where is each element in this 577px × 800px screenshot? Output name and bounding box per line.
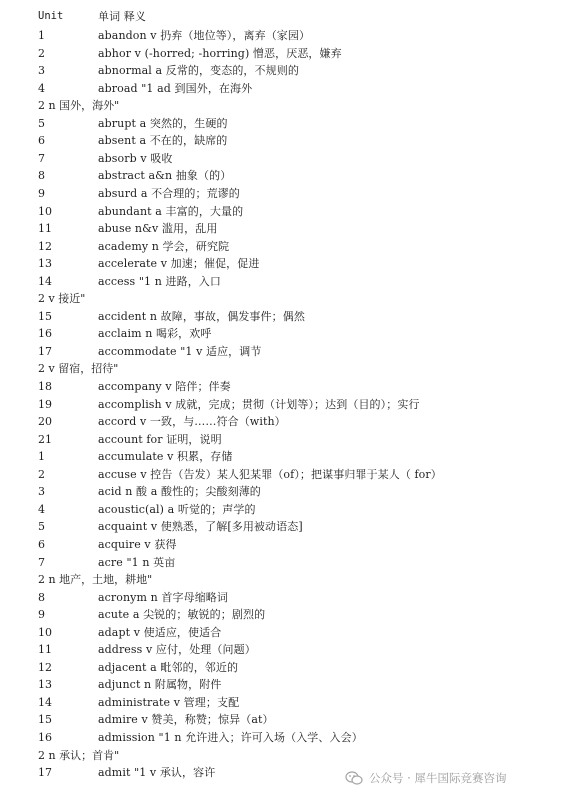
list-item: [38, 413, 568, 431]
list-item: [38, 501, 568, 519]
list-item: [38, 45, 568, 63]
list-item-continuation: [38, 97, 568, 115]
unit-number: 10: [38, 625, 52, 639]
list-item-continuation: [38, 360, 568, 378]
list-item-continuation: [38, 747, 568, 765]
word-entry: access "1 n 进路，入口: [98, 274, 222, 288]
unit-number: 17: [38, 766, 52, 780]
list-item: [38, 676, 568, 694]
list-item: [38, 132, 568, 150]
list-item: [38, 273, 568, 291]
list-item: [38, 343, 568, 361]
list-item: [38, 150, 568, 168]
word-entry: abhor v (-horred; -horring) 憎恶，厌恶，嫌弃: [98, 46, 342, 60]
list-item: [38, 431, 568, 449]
list-item: [38, 711, 568, 729]
unit-number: 19: [38, 397, 52, 411]
word-entry: abrupt a 突然的，生硬的: [98, 116, 228, 130]
unit-column-header: Unit: [38, 10, 64, 22]
unit-number: 5: [38, 116, 45, 130]
list-item: [38, 325, 568, 343]
wechat-icon: [345, 771, 363, 785]
list-item: [38, 624, 568, 642]
unit-number: 3: [38, 64, 45, 78]
list-item: [38, 659, 568, 677]
unit-number: 13: [38, 257, 52, 271]
word-entry: absorb v 吸收: [98, 151, 173, 165]
list-item: [38, 466, 568, 484]
continuation-text: 2 v 接近": [38, 292, 86, 306]
unit-number: 16: [38, 731, 52, 744]
unit-number: 9: [38, 608, 45, 622]
unit-number: 15: [38, 713, 52, 727]
unit-number: 7: [38, 555, 45, 569]
word-entry: absent a 不在的，缺席的: [98, 134, 228, 148]
list-item: [38, 536, 568, 554]
word-entry: absurd a 不合理的；荒谬的: [98, 186, 240, 200]
word-entry: acre "1 n 英亩: [98, 555, 176, 569]
list-item: [38, 308, 568, 326]
unit-number: 12: [38, 239, 52, 253]
unit-number: 2: [38, 467, 45, 481]
word-meaning-column-header: 单词 释义: [98, 10, 146, 23]
unit-number: 17: [38, 344, 52, 358]
word-entry: abroad "1 ad 到国外，在海外: [98, 81, 253, 95]
list-item: [38, 378, 568, 396]
word-entry: abundant a 丰富的，大量的: [98, 204, 244, 218]
unit-number: 11: [38, 222, 52, 236]
word-entry: abnormal a 反常的，变态的，不规则的: [98, 64, 299, 78]
unit-number: 4: [38, 502, 45, 516]
word-entry: abandon v 扔弃（地位等），离弃（家园）: [98, 29, 311, 42]
list-item: [38, 62, 568, 80]
word-entry: account for 证明，说明: [98, 432, 222, 446]
word-entry: academy n 学会，研究院: [98, 239, 230, 253]
unit-number: 14: [38, 274, 52, 288]
word-entry: accident n 故障，事故，偶发事件；偶然: [98, 309, 305, 323]
word-entry: adjacent a 毗邻的，邻近的: [98, 660, 239, 674]
word-entry: accomplish v 成就，完成；贯彻（计划等）；达到（目的）；实行: [98, 397, 420, 411]
watermark-text: 公众号 · 犀牛国际竞赛咨询: [369, 771, 507, 785]
list-item: [38, 554, 568, 572]
watermark: [345, 768, 506, 788]
word-entry: admit "1 v 承认，容许: [98, 766, 216, 780]
list-item: [38, 167, 568, 185]
list-item: [38, 185, 568, 203]
unit-number: 6: [38, 537, 45, 551]
word-entry: administrate v 管理；支配: [98, 695, 240, 709]
unit-number: 18: [38, 380, 52, 393]
list-item: [38, 641, 568, 659]
list-item: [38, 80, 568, 98]
word-entry: adjunct n 附属物，附件: [98, 678, 222, 692]
unit-number: 13: [38, 678, 52, 692]
unit-number: 11: [38, 643, 52, 657]
word-entry: acronym n 首字母缩略词: [98, 590, 229, 604]
unit-number: 8: [38, 590, 45, 604]
continuation-text: 2 n 承认；首肯": [38, 748, 120, 762]
word-entry: accompany v 陪伴；伴奏: [98, 380, 231, 393]
unit-number: 16: [38, 327, 52, 341]
unit-number: 14: [38, 695, 52, 709]
list-item: [38, 203, 568, 221]
word-entry: abuse n&v 滥用，乱用: [98, 222, 218, 236]
word-entry: acute a 尖锐的；敏锐的；剧烈的: [98, 608, 266, 622]
unit-number: 21: [38, 432, 52, 446]
word-entry: admission "1 n 允许进入；许可入场（入学、入会）: [98, 731, 363, 744]
list-item: [38, 220, 568, 238]
word-entry: accuse v 控告（告发）某人犯某罪（of）；把谋事归罪于某人（ for）: [98, 467, 442, 481]
word-entry: acquire v 获得: [98, 537, 177, 551]
continuation-text: 2 n 国外，海外": [38, 99, 120, 113]
unit-number: 6: [38, 134, 45, 148]
word-entry: acoustic(al) a 听觉的；声学的: [98, 502, 256, 516]
unit-number: 7: [38, 151, 45, 165]
list-item: [38, 115, 568, 133]
list-item: [38, 483, 568, 501]
unit-number: 3: [38, 485, 45, 499]
word-entry: address v 应付，处理（问题）: [98, 643, 256, 657]
list-item-continuation: [38, 290, 568, 308]
continuation-text: 2 v 留宿，招待": [38, 362, 119, 376]
unit-number: 4: [38, 81, 45, 95]
list-item: [38, 518, 568, 536]
continuation-text: 2 n 地产，土地，耕地": [38, 573, 153, 587]
word-entry: acquaint v 使熟悉，了解[多用被动语态]: [98, 520, 303, 534]
word-entry: acclaim n 喝彩，欢呼: [98, 327, 212, 341]
unit-number: 15: [38, 309, 52, 323]
word-entry: accord v 一致，与……符合（with）: [98, 415, 286, 429]
list-item: [38, 396, 568, 414]
word-entry: accommodate "1 v 适应，调节: [98, 344, 262, 358]
word-entry: abstract a&n 抽象（的）: [98, 169, 232, 183]
unit-number: 20: [38, 415, 52, 429]
unit-number: 1: [38, 29, 45, 42]
word-entry: admire v 赞美，称赞；惊异（at）: [98, 713, 274, 727]
list-item: [38, 448, 568, 466]
list-item: [38, 255, 568, 273]
unit-number: 8: [38, 169, 45, 183]
list-item-continuation: [38, 571, 568, 589]
unit-number: 1: [38, 450, 45, 464]
unit-number: 5: [38, 520, 45, 534]
list-item: [38, 694, 568, 712]
word-entry: acid n 酸 a 酸性的；尖酸刻薄的: [98, 485, 261, 499]
unit-number: 9: [38, 186, 45, 200]
list-item: [38, 729, 568, 747]
word-entry: accelerate v 加速；催促，促进: [98, 257, 260, 271]
list-item: [38, 589, 568, 607]
unit-number: 12: [38, 660, 52, 674]
table-header: [38, 8, 568, 26]
word-entry: accumulate v 积累，存储: [98, 450, 233, 464]
list-item: [38, 27, 568, 45]
list-item: [38, 238, 568, 256]
unit-number: 10: [38, 204, 52, 218]
unit-number: 2: [38, 46, 45, 60]
word-entry: adapt v 使适应，使适合: [98, 625, 222, 639]
list-item: [38, 606, 568, 624]
